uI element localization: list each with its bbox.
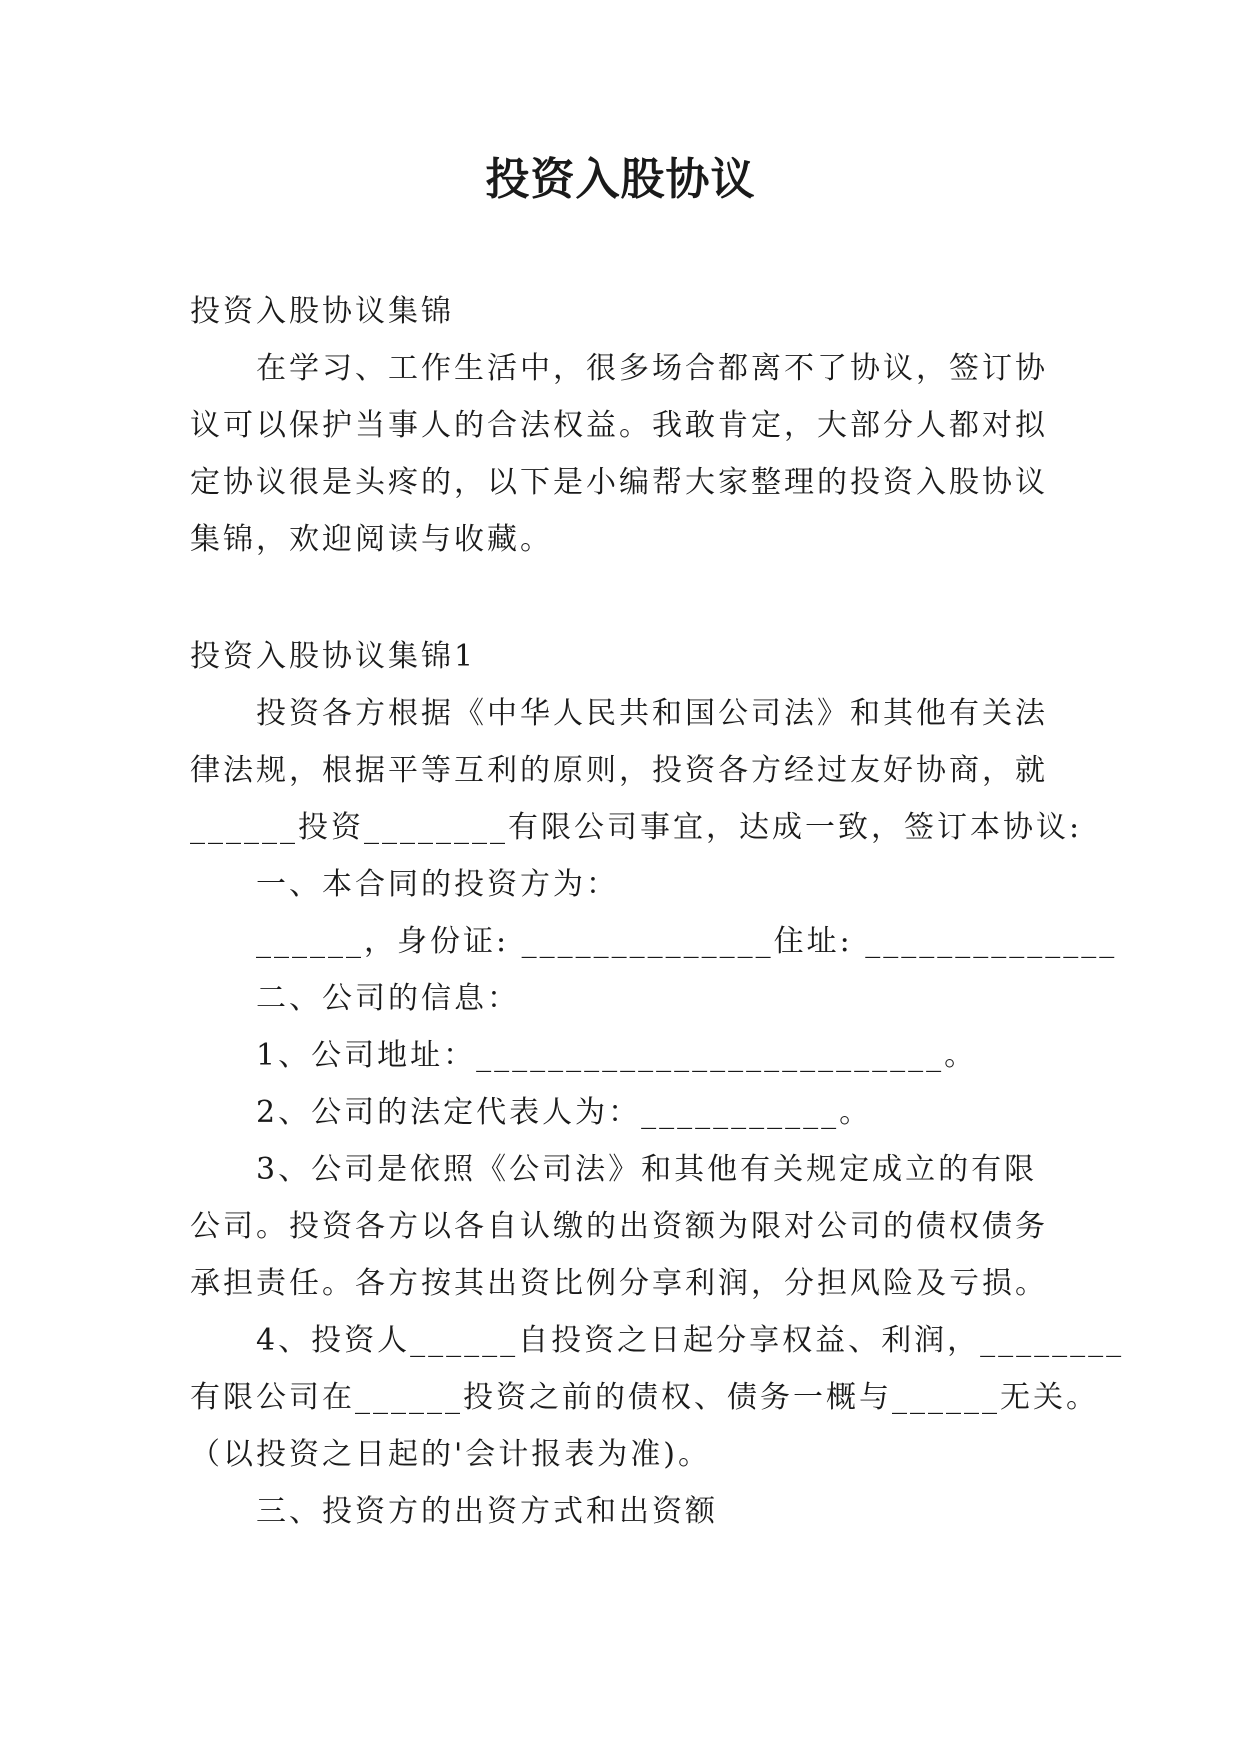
clause-1-heading: 一、本合同的投资方为： bbox=[256, 867, 619, 902]
legal-representative-line: 2、公司的法定代表人为：___________。 bbox=[256, 1095, 873, 1130]
agreement-paragraph-line-3: ______投资________有限公司事宜，达成一致，签订本协议: bbox=[190, 810, 1083, 845]
agreement-paragraph-line-2: 律法规，根据平等互利的原则，投资各方经过友好协商，就 bbox=[190, 753, 1048, 788]
intro-paragraph-line-4: 集锦，欢迎阅读与收藏。 bbox=[190, 522, 553, 557]
item-4-line-2: 有限公司在______投资之前的债权、债务一概与______无关。 bbox=[190, 1380, 1099, 1415]
investor-info-line: ______，身份证: ______________住址: ______________ bbox=[256, 924, 1118, 959]
company-address-line: 1、公司地址：__________________________。 bbox=[256, 1038, 978, 1073]
section-heading-collection-1: 投资入股协议集锦1 bbox=[190, 639, 477, 674]
intro-paragraph-line-1: 在学习、工作生活中，很多场合都离不了协议，签订协 bbox=[256, 351, 1048, 386]
item-3-line-3: 承担责任。各方按其出资比例分享利润，分担风险及亏损。 bbox=[190, 1266, 1048, 1301]
item-3-line-2: 公司。投资各方以各自认缴的出资额为限对公司的债权债务 bbox=[190, 1209, 1048, 1244]
clause-3-heading: 三、投资方的出资方式和出资额 bbox=[256, 1494, 718, 1529]
document-title: 投资入股协议 bbox=[485, 154, 756, 205]
item-3-line-1: 3、公司是依照《公司法》和其他有关规定成立的有限 bbox=[256, 1152, 1038, 1187]
item-4-line-3: （以投资之日起的'会计报表为准)。 bbox=[190, 1437, 711, 1472]
agreement-paragraph-line-1: 投资各方根据《中华人民共和国公司法》和其他有关法 bbox=[256, 696, 1048, 731]
intro-paragraph-line-2: 议可以保护当事人的合法权益。我敢肯定，大部分人都对拟 bbox=[190, 408, 1048, 443]
section-heading-collection: 投资入股协议集锦 bbox=[190, 294, 454, 329]
item-4-line-1: 4、投资人______自投资之日起分享权益、利润，________ bbox=[256, 1323, 1125, 1358]
intro-paragraph-line-3: 定协议很是头疼的，以下是小编帮大家整理的投资入股协议 bbox=[190, 465, 1048, 500]
clause-2-heading: 二、公司的信息： bbox=[256, 981, 520, 1016]
